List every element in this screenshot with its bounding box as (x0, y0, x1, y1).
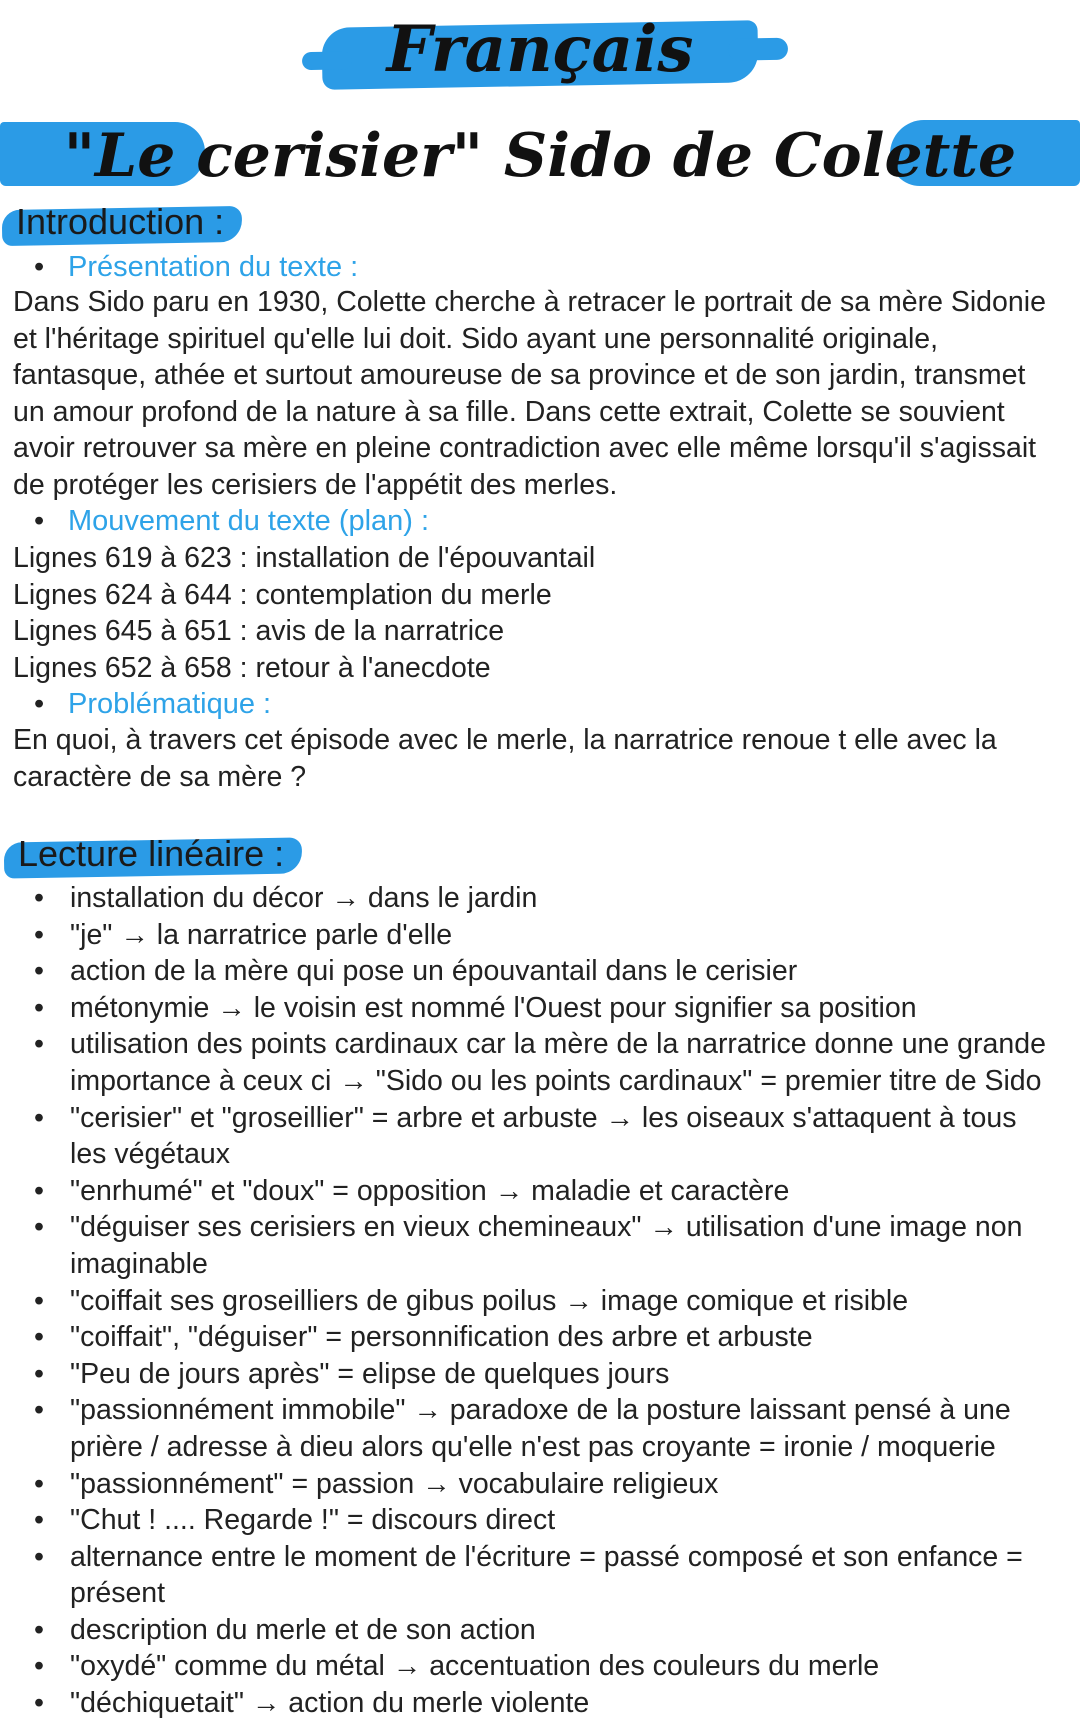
lecture-heading-text: Lecture linéaire : (18, 833, 285, 874)
plan-item: Lignes 652 à 658 : retour à l'anecdote (13, 651, 491, 684)
list-item: • description du merle et de son action (30, 1612, 1060, 1649)
list-item: • "Chut ! .... Regarde !" = discours direct (30, 1502, 1060, 1539)
list-item: • "passionnément immobile" → paradoxe de la posture laissant pensé à une prière / adresse à dieu alors qu'elle n'est pas croyante = ironie / moquerie (30, 1392, 1060, 1465)
plan-item: Lignes 645 à 651 : avis de la narratrice (13, 615, 505, 648)
list-item: • "passionnément" = passion → vocabulaire religieux (30, 1466, 1060, 1503)
bullet-icon: • (34, 505, 45, 537)
bullet-icon: • (34, 251, 45, 283)
plan-list (13, 540, 595, 686)
subtitle-banner (0, 108, 1080, 198)
list-item: • "Peu de jours après" = elipse de quelques jours (30, 1356, 1060, 1393)
lecture-list (30, 880, 1060, 1722)
introduction-heading (10, 200, 230, 244)
title-banner (0, 0, 1080, 100)
presentation-text: Dans Sido paru en 1930, Colette cherche à retracer le portrait de sa mère Sidonie et l'héritage spirituel qu'elle lui doit. Sido ayant une personnalité originale, fantasque, athée et surtout amoureuse de sa province et de son jardin, transmet un amour profond de la nature à sa fille. Dans cette extrait, Colette se souvient avoir retrouver sa mère en pleine contradiction avec elle même lorsqu'il s'agissait de protéger les cerisiers de l'appétit des merles. (13, 286, 1046, 501)
page-subtitle: "Le cerisier" Sido de Colette (63, 121, 1017, 191)
list-item: • utilisation des points cardinaux car la mère de la narratrice donne une grande importance à ceux ci → "Sido ou les points cardinaux" = premier titre de Sido (30, 1026, 1060, 1099)
plan-label-text: Mouvement du texte (plan) : (68, 505, 430, 537)
problem-label-text: Problématique : (68, 688, 272, 720)
list-item: • "déguiser ses cerisiers en vieux chemineaux" → utilisation d'une image non imaginable (30, 1209, 1060, 1282)
problem-text: En quoi, à travers cet épisode avec le merle, la narratrice renoue t elle avec la caractère de sa mère ? (13, 724, 997, 793)
list-item: • alternance entre le moment de l'écriture = passé composé et son enfance = présent (30, 1539, 1060, 1612)
presentation-label-text: Présentation du texte : (68, 251, 359, 283)
lecture-heading (12, 832, 290, 876)
bullet-icon: • (34, 688, 45, 720)
list-item: • "coiffait ses groseilliers de gibus poilus → image comique et risible (30, 1283, 1060, 1320)
list-item: • action de la mère qui pose un épouvantail dans le cerisier (30, 953, 1060, 990)
list-item: • installation du décor → dans le jardin (30, 880, 1060, 917)
list-item: • "déchiquetait" → action du merle violente (30, 1685, 1060, 1722)
list-item: • métonymie → le voisin est nommé l'Ouest pour signifier sa position (30, 990, 1060, 1027)
introduction-heading-text: Introduction : (16, 201, 225, 242)
plan-item: Lignes 619 à 623 : installation de l'épouvantail (13, 542, 596, 574)
problem-label (34, 686, 271, 722)
presentation-label (34, 249, 358, 285)
list-item: • "cerisier" et "groseillier" = arbre et arbuste → les oiseaux s'attaquent à tous les végétaux (30, 1100, 1060, 1173)
list-item: • "coiffait", "déguiser" = personnification des arbre et arbuste (30, 1319, 1060, 1356)
plan-item: Lignes 624 à 644 : contemplation du merle (13, 578, 552, 611)
list-item: • "je" → la narratrice parle d'elle (30, 917, 1060, 954)
page-title: Français (386, 12, 694, 87)
list-item: • "enrhumé" et "doux" = opposition → maladie et caractère (30, 1173, 1060, 1210)
plan-label (34, 503, 429, 539)
list-item: • "oxydé" comme du métal → accentuation des couleurs du merle (30, 1648, 1060, 1685)
